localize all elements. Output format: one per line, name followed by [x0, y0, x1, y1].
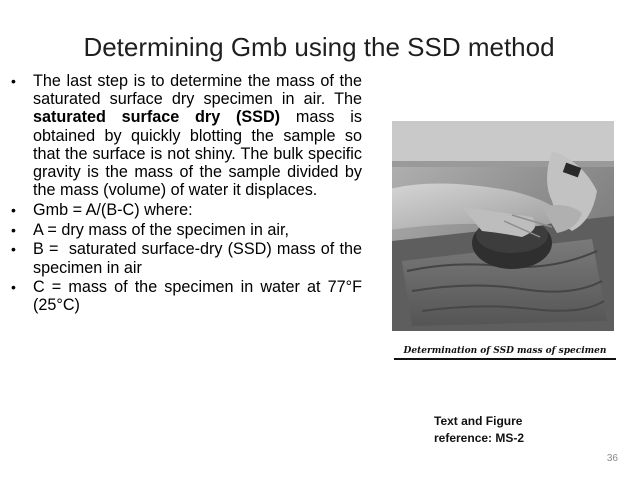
- bullet-text: [33, 72, 362, 199]
- bullet-text-part: The last step is to determine the mass of the saturated surface dry specimen in air. The: [33, 72, 362, 109]
- reference-line: Text and Figure: [434, 414, 523, 428]
- bullet-text: B = saturated surface-dry (SSD) mass of the specimen in air: [33, 240, 367, 277]
- bullet-icon: •: [11, 73, 16, 89]
- bullet-icon: •: [11, 279, 16, 296]
- bullet-icon: •: [11, 221, 16, 238]
- figure-reference: [434, 413, 584, 447]
- figure-caption: Determination of SSD mass of specimen: [403, 346, 607, 356]
- bullet-text: Gmb = A/(B-C) where:: [33, 200, 193, 219]
- slide-title: Determining Gmb using the SSD method: [83, 32, 555, 62]
- photo-illustration: [392, 121, 614, 331]
- bullet-list: [10, 72, 367, 316]
- bullet-text-bold: saturated surface dry (SSD): [33, 108, 281, 127]
- reference-line: reference: MS-2: [434, 431, 525, 445]
- bullet-icon: •: [11, 241, 16, 258]
- page-number: 36: [606, 453, 618, 464]
- bullet-item-b: [10, 240, 367, 277]
- bullet-text: A = dry mass of the specimen in air,: [33, 220, 289, 239]
- caption-divider: [394, 358, 616, 360]
- bullet-icon: •: [11, 201, 16, 218]
- bullet-item-ssd-description: [10, 72, 362, 199]
- bullet-text-part: mass is obtained by quickly blotting the sample so that the surface is not shiny. The bulk specific gravity is the mass of the sample divided by the mass (volume) of water it displaces.: [33, 108, 362, 200]
- bullet-item-a: [10, 221, 362, 239]
- bullet-item-c: [10, 278, 362, 314]
- bullet-item-formula: [10, 201, 362, 219]
- bullet-text: C = mass of the specimen in water at 77°F (25°C): [33, 278, 362, 315]
- ssd-specimen-photo: [392, 121, 614, 331]
